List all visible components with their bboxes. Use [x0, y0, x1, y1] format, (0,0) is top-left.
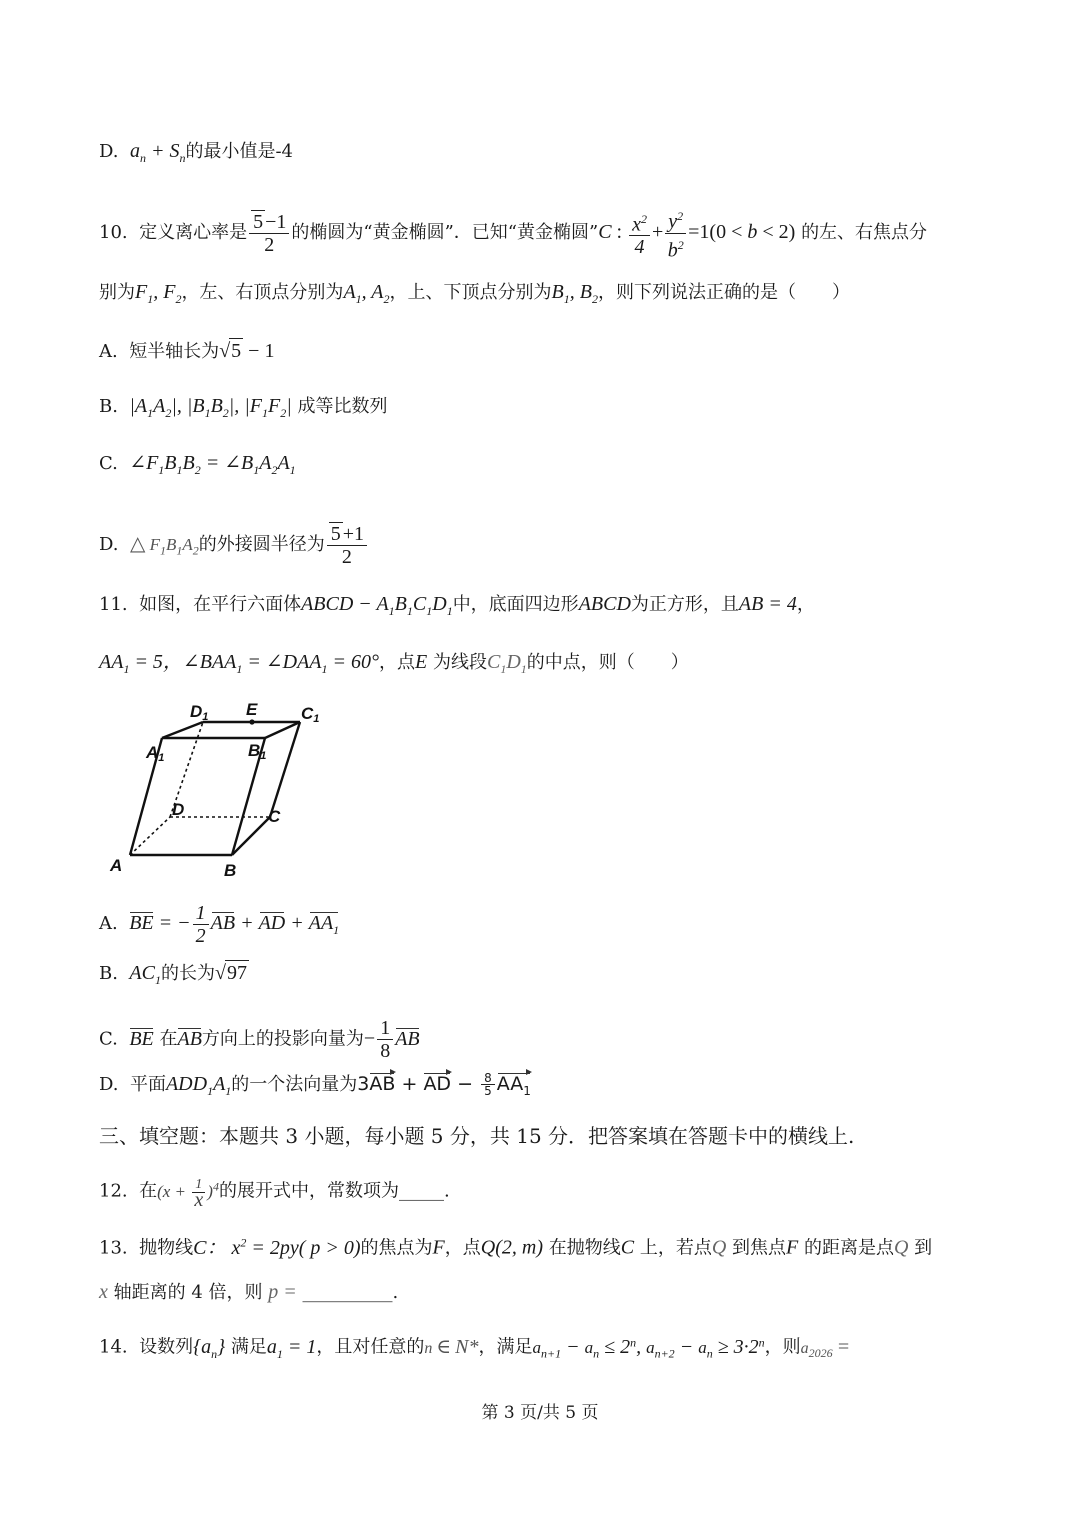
- label-b1: B1: [248, 741, 267, 762]
- stem-text: 满足: [230, 1336, 267, 1358]
- option-text: 的长为: [160, 963, 215, 984]
- option-text: 的一个法向量为: [231, 1074, 358, 1095]
- q10-option-a: [99, 338, 274, 364]
- page-footer: 第 3 页/共 5 页: [481, 1403, 599, 1423]
- option-label: D.: [99, 1074, 119, 1095]
- stem-text: 轴距离的 4 倍，则: [113, 1282, 263, 1303]
- label-a: A: [110, 856, 123, 875]
- q10-option-d: [99, 522, 369, 568]
- option-label: A.: [99, 341, 118, 362]
- math-expression: $AC_1$: [129, 962, 161, 987]
- option-text: 的外接圆半径为: [198, 534, 325, 555]
- stem-text: 的椭圆为“黄金椭圆”．已知“黄金椭圆”: [291, 222, 599, 244]
- q10-stem-line2: [99, 280, 850, 311]
- stem-text: ，则: [764, 1336, 801, 1358]
- math-expression: $\angle F_1B_1B_2$ = $\angle B_1A_2A_1$: [129, 452, 296, 477]
- stem-text: 为线段: [432, 652, 487, 673]
- math-expression: ABCD: [578, 593, 631, 615]
- math-expression: BE = − $\frac{1}{2}$ AB + AD + $AA_1$: [129, 902, 340, 947]
- parallelepiped-figure: [100, 700, 340, 885]
- stem-text: 上，若点: [639, 1237, 712, 1259]
- stem-text: 抛物线: [139, 1237, 194, 1259]
- math-expression: (x + $\frac{1}{x}$ )$^4$: [157, 1177, 219, 1212]
- q13-stem-line1: 13. 抛物线C： $x^2 = 2py$( p > 0)的焦点为F，点Q(2, m) 在抛物线C 上，若点Q 到焦点F 的距离是点Q 到: [99, 1235, 933, 1259]
- math-expression: √5 − 1: [219, 340, 275, 362]
- option-text: 短半轴长为: [129, 341, 220, 362]
- math-expression: $a_n + S_n$: [129, 140, 186, 165]
- stem-text: ，点: [379, 652, 416, 673]
- stem-text: 设数列: [139, 1336, 194, 1358]
- stem-text: 的展开式中，常数项为_____.: [218, 1180, 450, 1202]
- stem-text: 在抛物线: [548, 1237, 621, 1259]
- question-number: 11.: [99, 594, 128, 615]
- q11-stem-line2: $AA_1 = 5$，$\angle BAA_1$ = $\angle DAA_1 = 60^\circ$，点E 为线段$C_1D_1$的中点，则（ ）: [99, 651, 689, 676]
- option-text: 的最小值是-4: [185, 141, 294, 162]
- option-label: D.: [99, 141, 119, 162]
- q10-option-b: [99, 394, 387, 425]
- fraction: $\frac{y^2}{b^2}$: [665, 205, 686, 261]
- option-label: B.: [99, 963, 118, 984]
- math-expression: $A_1$, $A_2$: [343, 281, 390, 306]
- stem-text: 到焦点: [732, 1237, 787, 1259]
- question-number: 10.: [99, 222, 128, 244]
- q11-option-c: C. BE 在AB方向上的投影向量为− $\frac{1}{8}$ AB: [99, 1017, 420, 1062]
- stem-text: ，满足: [478, 1336, 533, 1358]
- answer-blank[interactable]: __________.: [302, 1282, 399, 1303]
- question-number: 12.: [99, 1180, 128, 1202]
- fraction: $\frac{5 +1}{2}$: [327, 522, 367, 568]
- math-expression: $|A_1A_2|$, $|B_1B_2|$, $|F_1F_2|$: [129, 395, 292, 420]
- point-e-dot: [249, 719, 254, 724]
- q10-option-c: [99, 451, 296, 482]
- math-expression: ABCD − $A_1B_1C_1D_1$: [301, 593, 453, 618]
- stem-text: 定义离心率是: [139, 222, 248, 244]
- option-label: B.: [99, 396, 118, 417]
- option-text: 方向上的投影向量为: [201, 1028, 364, 1050]
- q14-stem: 14. 设数列$\{a_n\}$ 满足$a_1 = 1$，且对任意的n ∈ N*，满足$a_{n+1} - a_n \le 2^n$, $a_{n+2} - a_n \ge 3\cdot 2^n$，则$a_{2026}$ =: [99, 1335, 851, 1361]
- option-text: 平面: [129, 1074, 166, 1095]
- stem-text: 到: [914, 1237, 933, 1259]
- label-c1: C1: [301, 704, 320, 725]
- math-expression: $F_1$, $F_2$: [135, 281, 182, 306]
- math-expression: $a_{n+1} - a_n \le 2^n$, $a_{n+2} - a_n \ge 3\cdot 2^n$: [532, 1335, 765, 1361]
- math-expression: $ADD_1A_1$: [165, 1073, 232, 1098]
- label-c: C: [268, 807, 281, 826]
- stem-text: 别为: [99, 282, 135, 303]
- math-expression: $B_1$, $B_2$: [551, 281, 598, 306]
- label-a1: A1: [146, 743, 165, 764]
- fraction: $\frac{1}{8}$: [377, 1017, 393, 1062]
- stem-text: 的距离是点: [803, 1237, 894, 1259]
- stem-text: ，左、右顶点分别为: [181, 282, 344, 303]
- stem-text: 的焦点为: [360, 1237, 433, 1259]
- fraction: $\frac{5 -1}{2}$: [249, 210, 289, 256]
- math-expression: $\{a_n\}$: [193, 1335, 226, 1361]
- math-expression: 3AB + AD − $\frac{8}{5}$ $AA_1$: [357, 1073, 531, 1095]
- q10-stem-line1: 10. 定义离心率是 $\frac{5 -1}{2}$ 的椭圆为“黄金椭圆”．已知“黄金椭圆”C : $\frac{x^2}{4}$ + $\frac{y^2}{b^2}$ =1(0 < b < 2) 的左、右焦点分: [99, 205, 927, 261]
- label-d1: D1: [190, 702, 209, 723]
- option-text: 成等比数列: [297, 396, 388, 417]
- q11-option-d: [99, 1072, 531, 1103]
- q11-option-a: [99, 902, 339, 947]
- question-number: 13.: [99, 1237, 128, 1259]
- stem-text: 为正方形，且: [630, 594, 739, 615]
- fraction: $\frac{x^2}{4}$: [629, 208, 650, 259]
- q12-stem: [99, 1174, 450, 1212]
- q9-option-d: [99, 139, 293, 170]
- stem-text: ，上、下顶点分别为: [389, 282, 552, 303]
- option-label: D.: [99, 534, 119, 555]
- q11-option-b: B. $AC_1$的长为√97: [99, 962, 247, 987]
- q13-stem-line2: x 轴距离的 4 倍，则 p = __________.: [99, 1281, 399, 1303]
- stem-text: ，点: [444, 1237, 481, 1259]
- option-text: 在: [159, 1028, 178, 1050]
- option-label: C.: [99, 453, 118, 474]
- stem-text: 在: [139, 1180, 158, 1202]
- stem-text: 中，底面四边形: [452, 594, 579, 615]
- stem-text: 的左、右焦点分: [801, 222, 928, 244]
- section-header: 三、填空题：本题共 3 小题，每小题 5 分，共 15 分．把答案填在答题卡中的横线上.: [99, 1124, 855, 1148]
- option-label: A.: [99, 913, 118, 935]
- stem-text: 如图，在平行六面体: [139, 594, 302, 615]
- option-label: C.: [99, 1028, 118, 1050]
- q11-stem-line1: 11. 如图，在平行六面体ABCD − $A_1B_1C_1D_1$中，底面四边形ABCD为正方形，且AB = 4，: [99, 593, 815, 618]
- math-expression: C: [598, 221, 612, 244]
- stem-text: 的中点，则（ ）: [526, 652, 689, 673]
- math-expression: C： $x^2 = 2py$( p > 0): [193, 1235, 361, 1259]
- stem-text: ，且对任意的: [316, 1336, 425, 1358]
- stem-text: ，则下列说法正确的是（ ）: [597, 282, 850, 303]
- math-expression: △ $F_1B_1A_2$: [129, 533, 199, 558]
- label-d: D: [172, 800, 185, 819]
- question-number: 14.: [99, 1336, 128, 1358]
- solid-edges: [130, 722, 300, 855]
- math-expression: AB = 4: [738, 593, 797, 615]
- label-b: B: [224, 861, 237, 880]
- math-expression: $AA_1 = 5$，$\angle BAA_1$ = $\angle DAA_1 = 60^\circ$: [99, 651, 380, 676]
- label-e: E: [246, 700, 258, 719]
